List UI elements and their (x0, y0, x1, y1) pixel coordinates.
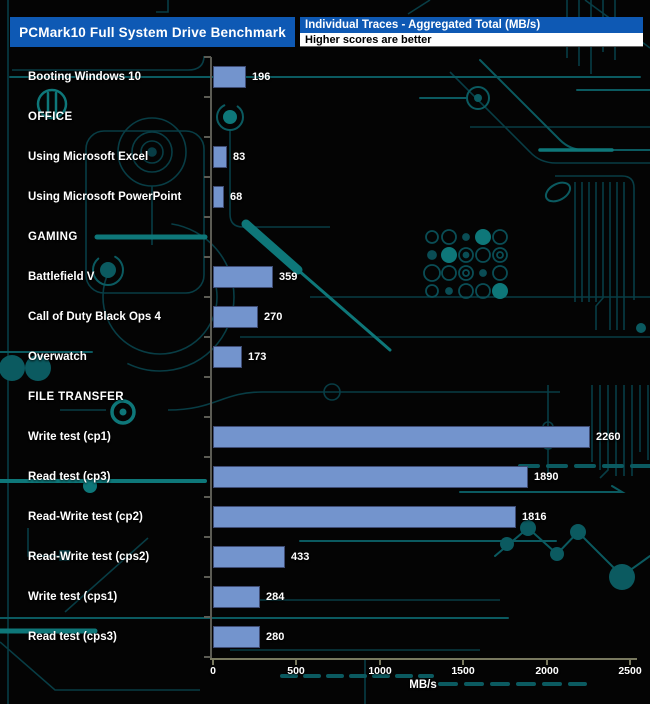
section-header-row (0, 377, 650, 417)
category-label: Using Microsoft Excel (28, 151, 149, 163)
bar-value-label: 196 (252, 71, 271, 83)
category-label: Write test (cp1) (28, 431, 111, 443)
bar-value-label: 2260 (596, 431, 621, 443)
x-axis-tick-label: 0 (210, 665, 216, 677)
bar-value-label: 1890 (534, 471, 559, 483)
page-title: PCMark10 Full System Drive Benchmark (19, 24, 286, 40)
category-label: GAMING (28, 231, 78, 243)
chart-row (0, 537, 650, 577)
bar (213, 626, 260, 648)
x-axis-tick-label: 2000 (535, 665, 559, 677)
category-label: Call of Duty Black Ops 4 (28, 311, 161, 323)
category-label: FILE TRANSFER (28, 391, 124, 403)
bar-value-label: 83 (233, 151, 246, 163)
category-label: Read-Write test (cps2) (28, 551, 150, 563)
chart-row (0, 257, 650, 297)
bar-value-label: 173 (248, 351, 267, 363)
category-label: Booting Windows 10 (28, 71, 141, 83)
bar-value-label: 68 (230, 191, 243, 203)
legend (300, 17, 643, 47)
bar-value-label: 1816 (522, 511, 547, 523)
section-header-row (0, 97, 650, 137)
bar (213, 346, 242, 368)
category-label: Read test (cp3) (28, 471, 111, 483)
x-axis-tick-label: 500 (287, 665, 305, 677)
category-label: Read-Write test (cp2) (28, 511, 143, 523)
bar (213, 186, 224, 208)
chart-row (0, 177, 650, 217)
bar (213, 426, 590, 448)
bar-value-label: 284 (266, 591, 285, 603)
legend-series-label: Individual Traces - Aggregated Total (MB/s) (300, 17, 643, 33)
bar-value-label: 280 (266, 631, 285, 643)
chart-row (0, 617, 650, 657)
chart-row (0, 57, 650, 97)
chart-row (0, 337, 650, 377)
bar (213, 266, 273, 288)
x-axis-tick-label: 2500 (618, 665, 642, 677)
x-axis-tick-label: 1000 (368, 665, 392, 677)
category-label: Overwatch (28, 351, 87, 363)
bar (213, 146, 227, 168)
x-axis-title: MB/s (409, 679, 437, 691)
category-label: Using Microsoft PowerPoint (28, 191, 182, 203)
chart-row (0, 577, 650, 617)
chart-row (0, 137, 650, 177)
category-label: Write test (cps1) (28, 591, 118, 603)
category-label: Battlefield V (28, 271, 95, 283)
chart-row (0, 457, 650, 497)
bar-value-label: 359 (279, 271, 298, 283)
category-label: OFFICE (28, 111, 73, 123)
bar (213, 466, 528, 488)
bar (213, 66, 246, 88)
bar-value-label: 433 (291, 551, 310, 563)
category-label: Read test (cps3) (28, 631, 117, 643)
bar-value-label: 270 (264, 311, 283, 323)
bar (213, 586, 260, 608)
chart-row (0, 497, 650, 537)
x-axis-tick-label: 1500 (451, 665, 475, 677)
section-header-row (0, 217, 650, 257)
chart-row (0, 297, 650, 337)
legend-note: Higher scores are better (300, 33, 643, 47)
chart-title-bar (10, 17, 295, 47)
chart-row (0, 417, 650, 457)
bar (213, 546, 285, 568)
bar (213, 506, 516, 528)
bar (213, 306, 258, 328)
